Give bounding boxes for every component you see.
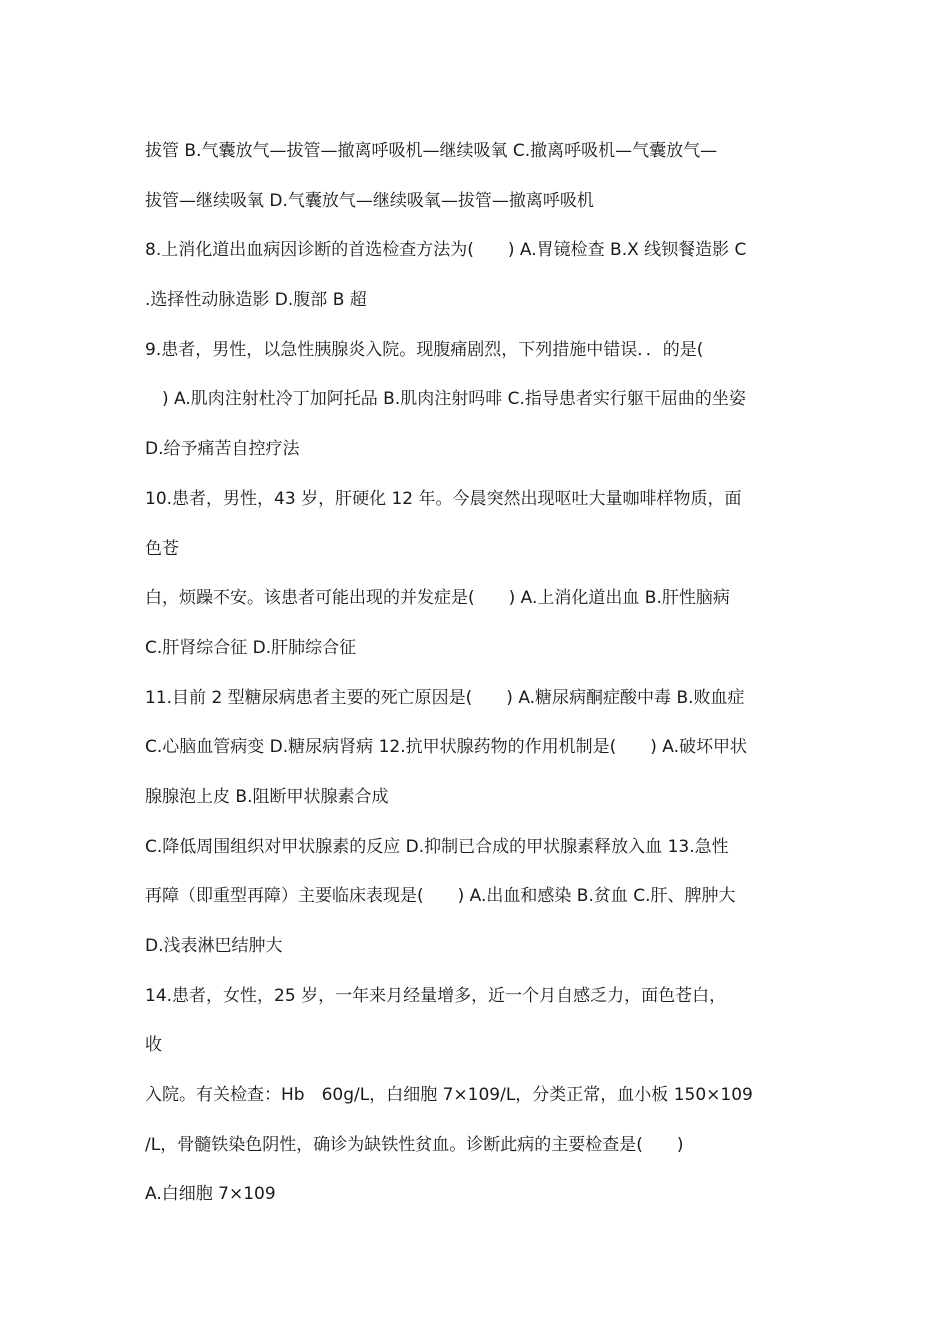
document-body xyxy=(145,127,815,1220)
text-line: 14.患者，女性，25 岁，一年来月经量增多，近一个月自感乏力，面色苍白， xyxy=(145,985,727,1006)
text-line: 再障（即重型再障）主要临床表现是( ) A.出血和感染 B.贫血 C.肝、脾肿大 xyxy=(145,886,736,907)
text-line: C.降低周围组织对甲状腺素的反应 D.抑制已合成的甲状腺素释放入血 13.急性 xyxy=(145,836,729,857)
text-line: 9.患者，男性，以急性胰腺炎入院。现腹痛剧烈，下列措施中错误．．的是( xyxy=(145,339,704,360)
text-line: /L，骨髓铁染色阴性，确诊为缺铁性贫血。诊断此病的主要检查是( ) xyxy=(145,1134,684,1155)
text-line: 10.患者，男性，43 岁，肝硬化 12 年。今晨突然出现呕吐大量咖啡样物质，面 xyxy=(145,488,742,509)
text-line: 11.目前 2 型糖尿病患者主要的死亡原因是( ) A.糖尿病酮症酸中毒 B.败血症 xyxy=(145,687,745,708)
text-line: 收 xyxy=(145,1035,162,1056)
text-line: .选择性动脉造影 D.腹部 B 超 xyxy=(145,290,367,311)
text-line: A.白细胞 7×109 xyxy=(145,1184,276,1205)
text-line: D.给予痛苦自控疗法 xyxy=(145,439,300,460)
text-line: ) A.肌肉注射杜冷丁加阿托品 B.肌肉注射吗啡 C.指导患者实行躯干屈曲的坐姿 xyxy=(145,389,746,410)
text-line: 拔管—继续吸氧 D.气囊放气—继续吸氧—拔管—撤离呼吸机 xyxy=(145,190,594,211)
text-line: 腺腺泡上皮 B.阻断甲状腺素合成 xyxy=(145,786,389,807)
text-line: D.浅表淋巴结肿大 xyxy=(145,936,283,956)
text-line: 8.上消化道出血病因诊断的首选检查方法为( ) A.胃镜检查 B.X 线钡餐造影 C xyxy=(145,240,747,261)
text-line: C.心脑血管病变 D.糖尿病肾病 12.抗甲状腺药物的作用机制是( ) A.破坏甲状 xyxy=(145,737,748,758)
text-line: C.肝肾综合征 D.肝肺综合征 xyxy=(145,637,357,658)
text-line: 白，烦躁不安。该患者可能出现的并发症是( ) A.上消化道出血 B.肝性脑病 xyxy=(145,588,730,609)
text-line: 入院。有关检查：Hb 60g/L，白细胞 7×109/L，分类正常，血小板 150×109 xyxy=(145,1085,753,1106)
text-line: 拔管 B.气囊放气—拔管—撤离呼吸机—继续吸氧 C.撤离呼吸机—气囊放气— xyxy=(145,141,718,161)
text-line: 色苍 xyxy=(145,538,179,559)
